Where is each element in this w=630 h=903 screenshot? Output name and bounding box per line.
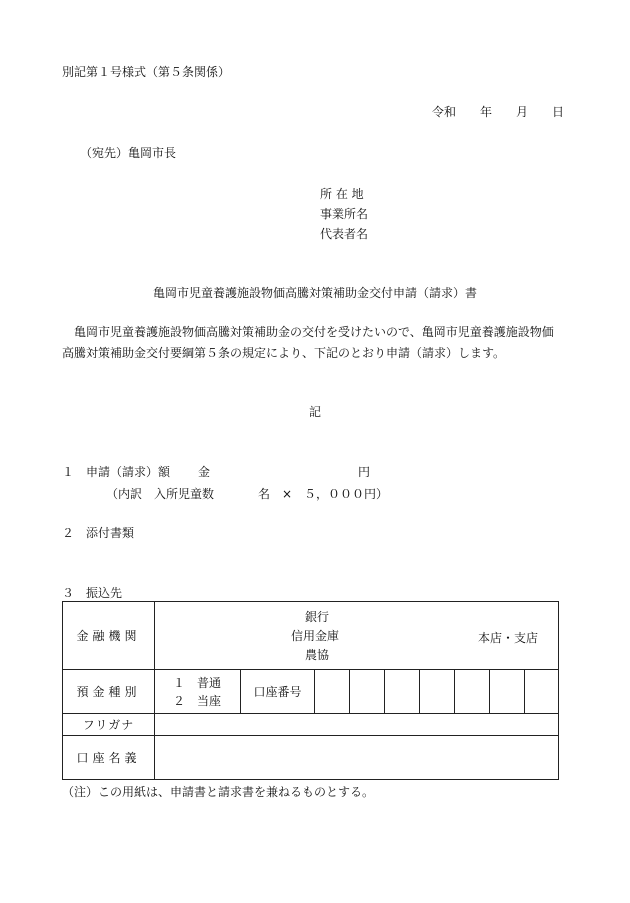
item2-attachments (62, 525, 134, 541)
deposit-type-ordinary: １ 普通 (173, 675, 222, 690)
document-title: 亀岡市児童養護施設物価高騰対策補助金交付申請（請求）書 (152, 286, 477, 300)
item1-breakdown-prefix: （内訳 入所児童数 (106, 487, 215, 501)
item2-number: ２ (62, 526, 75, 540)
item1-label: 申請（請求）額 (86, 465, 171, 479)
account-name-label: 口座名義 (63, 736, 155, 780)
account-digit-6[interactable] (490, 670, 525, 714)
item1-kin: 金 (198, 465, 211, 479)
item1-number: １ (62, 465, 75, 479)
account-name-field[interactable] (155, 736, 559, 780)
item1-breakdown-suffix: 名 × ５，０００円） (258, 487, 389, 501)
institution-type-bank: 銀行 (305, 609, 330, 624)
date-era: 令和 (432, 105, 457, 119)
item3-number: ３ (62, 586, 75, 600)
account-digit-7[interactable] (525, 670, 559, 714)
ki-heading: 記 (308, 405, 321, 419)
addressee: （宛先）亀岡市長 (80, 146, 177, 160)
branch-types: 本店・支店 (478, 630, 539, 645)
item1-yen: 円 (358, 465, 371, 479)
deposit-type-cell[interactable] (155, 670, 241, 714)
date-year: 年 (480, 105, 493, 119)
deposit-type-label: 預金種別 (63, 670, 155, 714)
account-digit-1[interactable] (315, 670, 350, 714)
account-digit-5[interactable] (455, 670, 490, 714)
account-number-label: 口座番号 (241, 670, 315, 714)
body-line-1: 亀岡市児童養護施設物価高騰対策補助金の交付を受けたいので、亀岡市児童養護施設物価 (74, 325, 554, 339)
institution-label: 金融機関 (63, 602, 155, 670)
applicant-office-label: 事業所名 (320, 207, 369, 221)
footnote: （注）この用紙は、申請書と請求書を兼ねるものとする。 (62, 785, 375, 799)
account-digit-4[interactable] (420, 670, 455, 714)
furigana-field[interactable] (155, 714, 559, 736)
date-month: 月 (516, 105, 529, 119)
applicant-representative-label: 代表者名 (320, 227, 369, 241)
item2-label: 添付書類 (86, 526, 135, 540)
body-line-2: 高騰対策補助金交付要綱第５条の規定により、下記のとおり申請（請求）します。 (62, 346, 506, 360)
form-number: 別記第１号様式（第５条関係） (62, 65, 231, 79)
institution-type-shinkin: 信用金庫 (291, 628, 340, 643)
item3-label: 振込先 (86, 586, 123, 600)
item3-transfer (62, 585, 122, 601)
applicant-block (320, 184, 368, 244)
furigana-label: フリガナ (63, 714, 155, 736)
account-digit-2[interactable] (350, 670, 385, 714)
body-text (62, 322, 554, 364)
institution-type-noukyou: 農協 (305, 647, 330, 662)
date-day: 日 (552, 105, 565, 119)
applicant-address-label: 所 在 地 (320, 187, 364, 201)
deposit-type-checking: ２ 当座 (173, 693, 222, 708)
institution-cell[interactable] (155, 602, 559, 670)
account-digit-3[interactable] (385, 670, 420, 714)
bank-table (62, 601, 559, 780)
